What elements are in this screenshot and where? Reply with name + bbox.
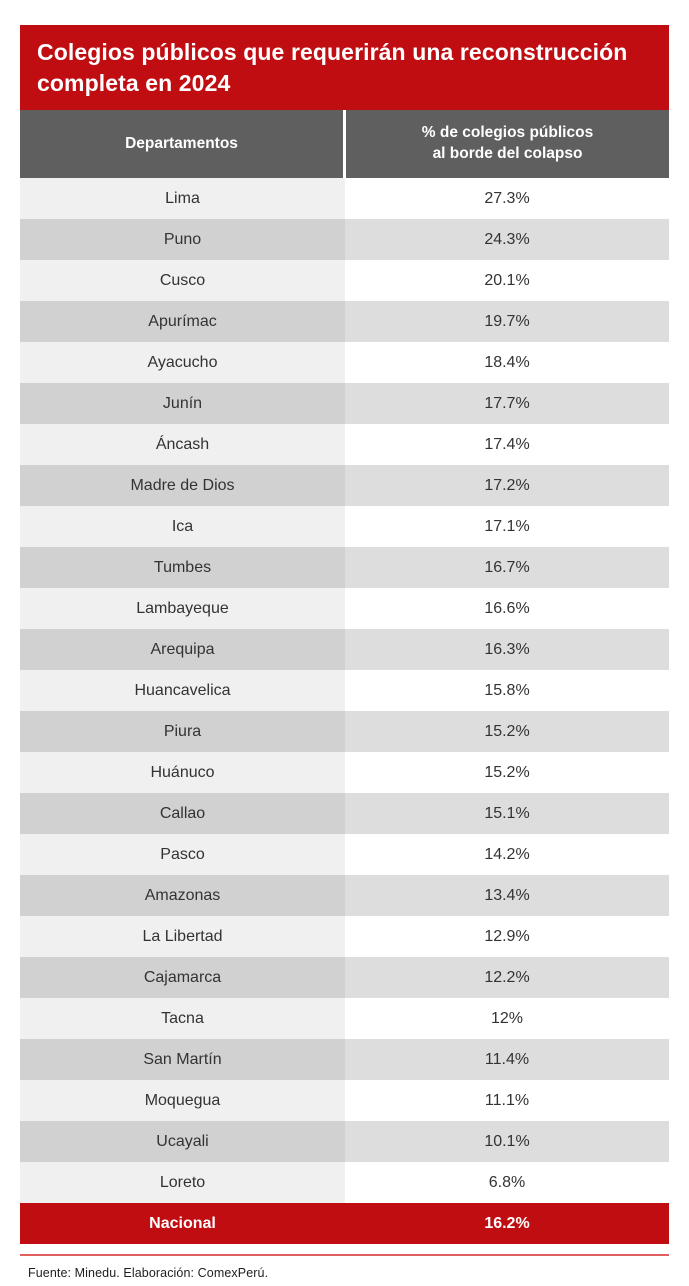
department-cell: Áncash xyxy=(20,424,345,465)
department-cell: Loreto xyxy=(20,1162,345,1203)
department-cell: Amazonas xyxy=(20,875,345,916)
table-row xyxy=(20,342,669,383)
table-row xyxy=(20,834,669,875)
department-cell: San Martín xyxy=(20,1039,345,1080)
value-cell: 10.1% xyxy=(345,1121,669,1162)
department-cell: Cajamarca xyxy=(20,957,345,998)
department-cell: Ica xyxy=(20,506,345,547)
value-cell: 16.3% xyxy=(345,629,669,670)
table-row xyxy=(20,465,669,506)
table-body xyxy=(20,178,669,1203)
department-cell: Callao xyxy=(20,793,345,834)
department-cell: Junín xyxy=(20,383,345,424)
value-cell: 24.3% xyxy=(345,219,669,260)
table-row xyxy=(20,301,669,342)
table-row xyxy=(20,916,669,957)
title-banner xyxy=(20,25,669,110)
value-cell: 15.2% xyxy=(345,752,669,793)
column-header-departamentos-label: Departamentos xyxy=(125,134,238,152)
value-cell: 17.4% xyxy=(345,424,669,465)
table-row xyxy=(20,219,669,260)
table-row xyxy=(20,670,669,711)
value-cell: 11.1% xyxy=(345,1080,669,1121)
department-cell: Ayacucho xyxy=(20,342,345,383)
department-cell: Piura xyxy=(20,711,345,752)
value-cell: 16.6% xyxy=(345,588,669,629)
table-row xyxy=(20,793,669,834)
value-cell: 12.2% xyxy=(345,957,669,998)
table-row xyxy=(20,998,669,1039)
table-row xyxy=(20,588,669,629)
value-cell: 27.3% xyxy=(345,178,669,219)
department-cell: Puno xyxy=(20,219,345,260)
table-row xyxy=(20,875,669,916)
value-cell: 15.8% xyxy=(345,670,669,711)
table-row xyxy=(20,383,669,424)
department-cell: Arequipa xyxy=(20,629,345,670)
total-row-label: Nacional xyxy=(149,1214,216,1232)
table-row xyxy=(20,260,669,301)
value-cell: 19.7% xyxy=(345,301,669,342)
value-cell: 13.4% xyxy=(345,875,669,916)
department-cell: Cusco xyxy=(20,260,345,301)
value-cell: 6.8% xyxy=(345,1162,669,1203)
value-cell: 20.1% xyxy=(345,260,669,301)
table-row xyxy=(20,711,669,752)
value-cell: 17.1% xyxy=(345,506,669,547)
table-row xyxy=(20,957,669,998)
value-cell: 16.7% xyxy=(345,547,669,588)
department-cell: Tumbes xyxy=(20,547,345,588)
department-cell: Madre de Dios xyxy=(20,465,345,506)
department-cell: Tacna xyxy=(20,998,345,1039)
value-cell: 12.9% xyxy=(345,916,669,957)
table-row xyxy=(20,547,669,588)
value-cell: 14.2% xyxy=(345,834,669,875)
department-cell: La Libertad xyxy=(20,916,345,957)
table-row xyxy=(20,178,669,219)
value-cell: 15.2% xyxy=(345,711,669,752)
table-row xyxy=(20,1039,669,1080)
total-row xyxy=(20,1203,669,1244)
value-cell: 11.4% xyxy=(345,1039,669,1080)
department-cell: Huancavelica xyxy=(20,670,345,711)
value-cell: 18.4% xyxy=(345,342,669,383)
column-header-departamentos xyxy=(20,110,343,178)
column-header-percentage xyxy=(346,110,669,178)
table-row xyxy=(20,506,669,547)
chart-title: Colegios públicos que requerirán una reconstrucción completa en 2024 xyxy=(37,39,628,96)
department-cell: Lima xyxy=(20,178,345,219)
department-cell: Huánuco xyxy=(20,752,345,793)
department-cell: Apurímac xyxy=(20,301,345,342)
department-cell: Ucayali xyxy=(20,1121,345,1162)
value-cell: 12% xyxy=(345,998,669,1039)
table-header-row xyxy=(20,110,669,178)
department-cell: Moquegua xyxy=(20,1080,345,1121)
data-table xyxy=(20,110,669,1244)
column-header-percentage-line2: al borde del colapso xyxy=(432,145,583,162)
column-header-percentage-line1: % de colegios públicos xyxy=(421,124,594,142)
source-note: Fuente: Minedu. Elaboración: ComexPerú. xyxy=(28,1266,269,1280)
table-row xyxy=(20,629,669,670)
table-row xyxy=(20,752,669,793)
table-row xyxy=(20,1121,669,1162)
table-row xyxy=(20,424,669,465)
total-row-value: 16.2% xyxy=(484,1214,530,1232)
table-row xyxy=(20,1162,669,1203)
footer xyxy=(20,1254,669,1280)
value-cell: 17.2% xyxy=(345,465,669,506)
department-cell: Pasco xyxy=(20,834,345,875)
table-row xyxy=(20,1080,669,1121)
value-cell: 17.7% xyxy=(345,383,669,424)
department-cell: Lambayeque xyxy=(20,588,345,629)
value-cell: 15.1% xyxy=(345,793,669,834)
